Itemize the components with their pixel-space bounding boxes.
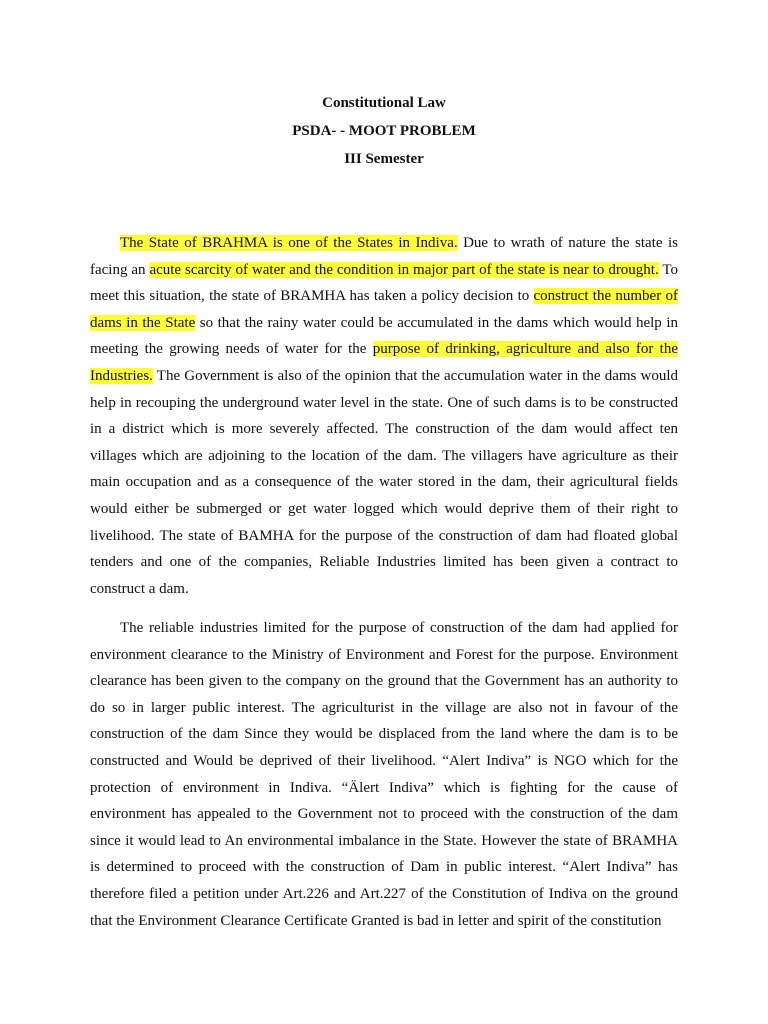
document-semester: III Semester (344, 151, 424, 167)
paragraph-text: The reliable industries limited for the purpose of construction of the dam had applied for environment clearance to the Ministry of Environment and Forest for the purpose. Environment clearance has been given to the company on the ground that the Government has an authority to do so in larger public interest. The agriculturist in the village are also not in favour of the construction of the dam Since they would be displaced from the land where the dam is to be constructed and Would be deprived of their livelihood. “Alert Indiva” is NGO which for the protection of environment in Indiva. “Älert Indiva” which is fighting for the cause of environment has appealed to the Government not to proceed with the construction of the dam since it would lead to An environmental imbalance in the State. However the state of BRAMHA is determined to proceed with the construction of Dam in public interest. “Alert Indiva” has therefore filed a petition under Art.226 and Art.227 of the Constitution of Indiva on the ground that the Environment Clearance Certificate Granted is bad in letter and spirit of the constitution (90, 620, 678, 929)
highlighted-text: The State of BRAHMA is one of the States in Indiva. (120, 235, 458, 251)
document-title: Constitutional Law (322, 95, 446, 111)
document-subtitle: PSDA- - MOOT PROBLEM (292, 123, 476, 139)
paragraph-2 (90, 615, 678, 934)
highlighted-text: construct the number of dams in the State (90, 288, 678, 331)
highlighted-text: acute scarcity of water and the condition in major part of the state is near to drought. (149, 261, 659, 278)
paragraph-text: Due to wrath of nature the state is facing an (90, 235, 678, 278)
paragraph-text: so that the rainy water could be accumulated in the dams which would help in meeting the growing needs of water for the (90, 314, 678, 358)
paragraph-1 (90, 230, 678, 602)
highlighted-text: purpose of drinking, agriculture and also for the Industries. (90, 341, 678, 384)
paragraph-text: To meet this situation, the state of BRAMHA has taken a policy decision to (90, 261, 678, 305)
paragraph-text: The Government is also of the opinion that the accumulation water in the dams would help in recouping the underground water level in the state. One of such dams is to be constructed in a district which is more severely affected. The construction of the dam would affect ten villages which are adjoining to the location of the dam. The villagers have agriculture as their main occupation and as a consequence of the water stored in the dam, their agricultural fields would either be submerged or get water logged which would deprive them of their right to livelihood. The state of BAMHA for the purpose of the construction of dam had floated global tenders and one of the companies, Reliable Industries limited has been given a contract to construct a dam. (90, 367, 678, 597)
